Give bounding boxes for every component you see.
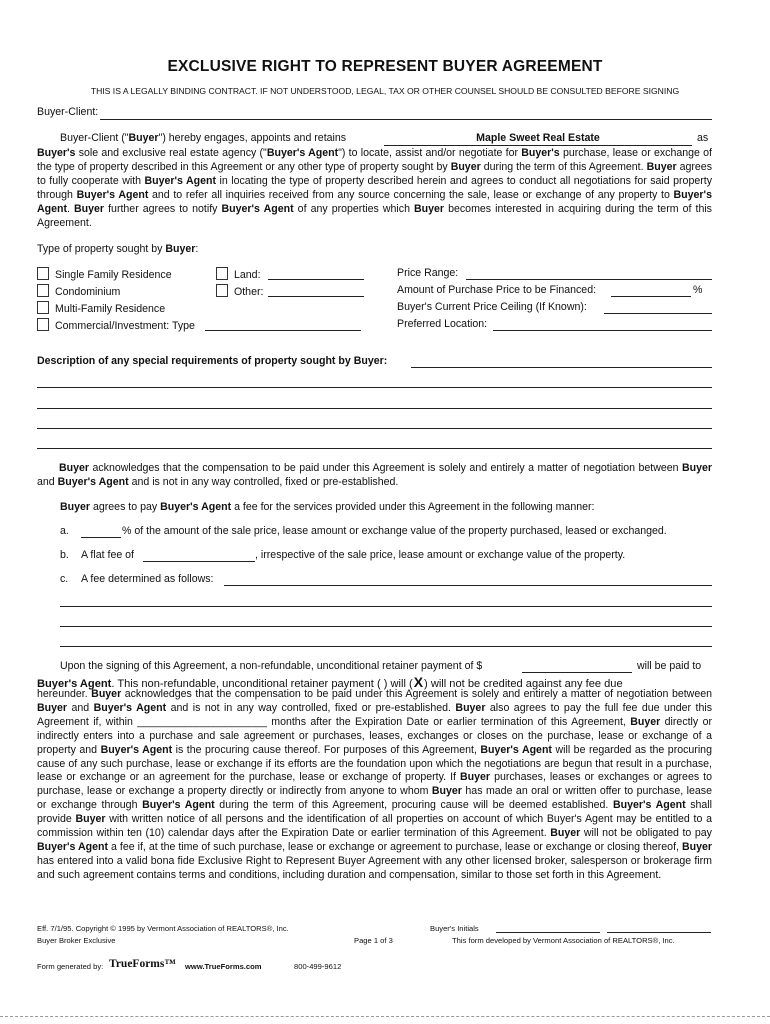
retainer-line-2-end: ) will not be credited against any fee due (424, 678, 623, 690)
fee-c-letter: c. (60, 573, 69, 585)
footer-developed-by: This form developed by Vermont Association of REALTORS®, Inc. (452, 936, 675, 945)
special-requirements-line-1[interactable] (411, 367, 712, 368)
option-land[interactable] (216, 267, 261, 281)
fee-determined-line-2[interactable] (60, 606, 712, 607)
fee-determined-line-3[interactable] (60, 626, 712, 627)
agency-name-field[interactable] (384, 132, 692, 146)
buyer-initials-field-1[interactable] (496, 932, 600, 933)
land-checkbox[interactable] (216, 267, 228, 280)
fee-a-text: % of the amount of the sale price, lease amount or exchange value of the property purchased, leased or exchanged. (122, 525, 667, 537)
as-label: as (697, 132, 709, 144)
special-requirements-line-4[interactable] (37, 428, 712, 429)
buyer-term: Buyer (128, 132, 159, 144)
footer-form-name: Buyer Broker Exclusive (37, 936, 116, 945)
flat-fee-field[interactable] (143, 561, 255, 562)
fee-determined-line-1[interactable] (224, 585, 712, 586)
special-requirements-line-3[interactable] (37, 408, 712, 409)
fee-option-a (60, 525, 69, 537)
engagement-paragraph: Buyer's sole and exclusive real estate agency ("Buyer's Agent") to locate, assist and/or negotiate for Buyer's purchase, lease or exchange of the type of property described in this Agreement or any other type of property sought by Buyer during the term of this Agreement. Buyer agrees to fully cooperate with Buyer's Agent in locating the type of property described herein and agrees to conduct all negotiations for said property through Buyer's Agent and to refer all inquiries received from any source concerning the sale, lease or exchange of any property to Buyer's Agent. Buyer further agrees to notify Buyer's Agent of any properties which Buyer becomes interested in acquiring during the term of this Agreement. (37, 147, 712, 229)
option-commercial[interactable] (37, 318, 195, 332)
other-label: Other: (234, 286, 264, 298)
special-requirements-line-5[interactable] (37, 448, 712, 449)
land-label: Land: (234, 269, 261, 281)
multi-family-label: Multi-Family Residence (55, 303, 166, 315)
special-requirements-line-2[interactable] (37, 387, 712, 388)
fee-percent-field[interactable] (81, 537, 121, 538)
price-ceiling-label: Buyer's Current Price Ceiling (If Known): (397, 301, 587, 313)
compensation-paragraph: Buyer acknowledges that the compensation to be paid under this Agreement is solely and entirely a matter of negotiation between Buyer and Buyer's Agent and is not in any way controlled, fixed or pre-established. (37, 462, 712, 488)
single-family-checkbox[interactable] (37, 267, 49, 280)
fee-b-letter: b. (60, 549, 69, 561)
financed-label: Amount of Purchase Price to be Financed: (397, 284, 597, 296)
buyer-client-label: Buyer-Client: (37, 106, 99, 118)
fee-b-pre: A flat fee of (81, 549, 135, 561)
retainer-paragraph: hereunder. Buyer acknowledges that the compensation to be paid under this Agreement is solely and entirely a matter of negotiation between Buyer and Buyer's Agent and is not in any way controlled, fixed or pre-established. Buyer also agrees to pay the full fee due under this Agreement if, within ______________________ months after the Expiration Date or earlier termination of this Agreement, Buyer directly or indirectly enters into a purchase and sale agreement or purchases, leases, exchanges or closes on the purchase, lease or exchange of a property and Buyer's Agent is the procuring cause thereof. For purposes of this Agreement, Buyer's Agent will be regarded as the procuring cause of any such purchase, lease or exchange if its efforts are the foundation upon which the negotiations are begun that result in a purchase, lease or exchange or an agreement for the purchase, lease or exchange of property. If Buyer purchases, leases or exchanges or agrees to purchase, lease or exchange a property directly or indirectly from anyone to whom Buyer has made an oral or written offer to purchase, lease or exchange through Buyer's Agent during the term of this Agreement, procuring cause will be deemed established. Buyer's Agent shall provide Buyer with written notice of all persons and the identification of all properties on account of which Buyer's Agent may be entitled to a commission within ten (10) calendar days after the Expiration Date or earlier termination of this Agreement. Buyer will not be obligated to pay Buyer's Agent a fee if, at the time of such purchase, lease or exchange or agreement to purchase, lease or exchange or closing thereof, Buyer has entered into a valid bona fide Exclusive Right to Represent Buyer Agreement with any other licensed broker, salesperson or brokerage firm and such agreement contains terms and conditions, including duration and compensation, similar to those set forth in this Agreement. (37, 688, 712, 881)
preferred-location-label: Preferred Location: (397, 318, 488, 330)
commercial-checkbox[interactable] (37, 318, 49, 331)
special-requirements-label: Description of any special requirements of property sought by Buyer: (37, 355, 388, 367)
buyer-client-field[interactable] (100, 119, 712, 120)
price-ceiling-field[interactable] (604, 313, 712, 314)
fee-intro: Buyer agrees to pay Buyer's Agent a fee for the services provided under this Agreement in the following manner: (60, 501, 595, 513)
retainer-line-1: Upon the signing of this Agreement, a non-refundable, unconditional retainer payment of $ (60, 660, 483, 672)
condominium-label: Condominium (55, 286, 121, 298)
percent-sign: % (693, 284, 703, 296)
footer-phone: 800-499-9612 (294, 962, 342, 971)
agency-name: Maple Sweet Real Estate (476, 132, 600, 144)
footer-copyright: Eff. 7/1/95. Copyright © 1995 by Vermont Association of REALTORS®, Inc. (37, 924, 289, 933)
footer-website[interactable]: www.TrueForms.com (185, 962, 262, 971)
fee-c-text: A fee determined as follows: (81, 573, 214, 585)
fee-a-letter: a. (60, 525, 69, 537)
option-multi-family[interactable] (37, 301, 165, 315)
retainer-amount-field[interactable] (522, 672, 632, 673)
property-type-label: Type of property sought by Buyer: (37, 243, 199, 255)
option-other[interactable] (216, 284, 263, 298)
price-range-label: Price Range: (397, 267, 459, 279)
other-checkbox[interactable] (216, 284, 228, 297)
document-title: EXCLUSIVE RIGHT TO REPRESENT BUYER AGREEMENT (167, 58, 603, 75)
retainer-line-1-end: will be paid to (637, 660, 702, 672)
other-field[interactable] (268, 296, 364, 297)
footer-generated-by: Form generated by: (37, 962, 104, 971)
multi-family-checkbox[interactable] (37, 301, 49, 314)
trueforms-logo: TrueForms™ (109, 958, 176, 970)
buyer-initials-field-2[interactable] (607, 932, 711, 933)
option-condominium[interactable] (37, 284, 120, 298)
preferred-location-field[interactable] (493, 330, 712, 331)
legal-notice: THIS IS A LEGALLY BINDING CONTRACT. IF NOT UNDERSTOOD, LEGAL, TAX OR OTHER COUNSEL SHOULD BE CONSULTED BEFORE SIGNING (90, 86, 680, 96)
price-range-field[interactable] (466, 279, 712, 280)
land-field[interactable] (268, 279, 364, 280)
engagement-mid: ") hereby engages, appoints and retains (158, 132, 347, 144)
engagement-lead: Buyer-Client (" (60, 132, 129, 144)
financed-field[interactable] (611, 296, 691, 297)
condominium-checkbox[interactable] (37, 284, 49, 297)
commercial-label: Commercial/Investment: Type (55, 320, 195, 332)
engagement-line (60, 132, 346, 144)
single-family-label: Single Family Residence (55, 269, 172, 281)
page-bottom-rule (0, 1016, 770, 1017)
fee-determined-line-4[interactable] (60, 646, 712, 647)
commercial-type-field[interactable] (205, 330, 361, 331)
footer-page-number: Page 1 of 3 (354, 936, 393, 945)
option-single-family[interactable] (37, 267, 172, 281)
buyer-initials-label: Buyer's Initials (430, 924, 479, 933)
will-credited-mark[interactable]: X (413, 674, 424, 690)
retainer-line-2-lead: Buyer's Agent. This non-refundable, unconditional retainer payment ( ) will ( (37, 678, 413, 690)
fee-b-post: , irrespective of the sale price, lease amount or exchange value of the property. (255, 549, 626, 561)
